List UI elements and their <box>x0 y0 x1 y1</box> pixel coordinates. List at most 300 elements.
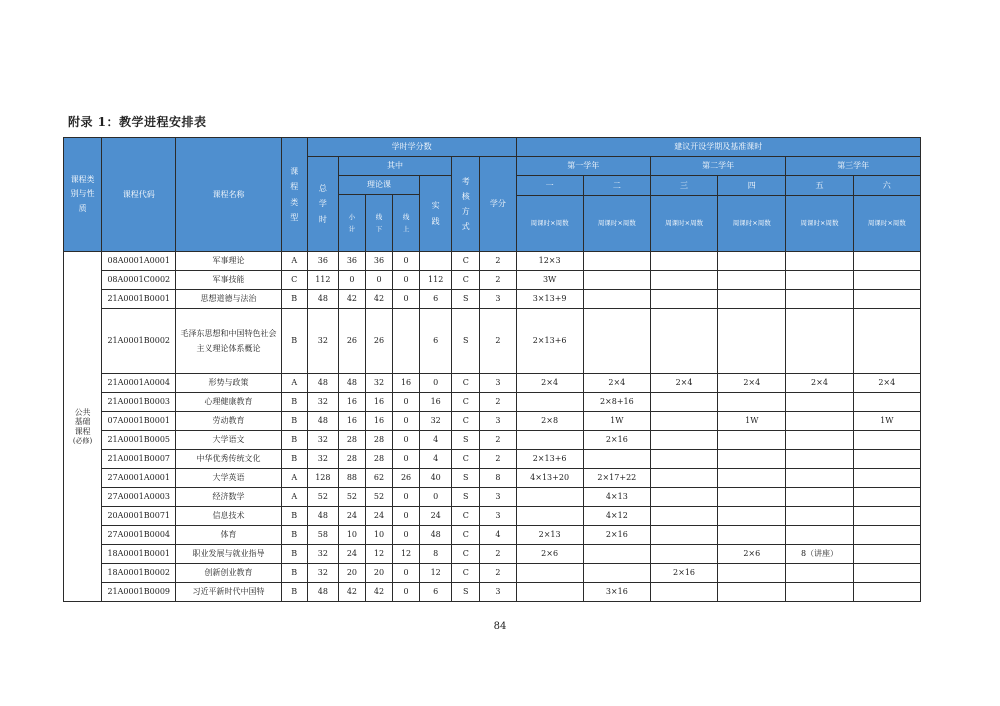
cell-credit: 2 <box>480 393 516 412</box>
cell-assess: S <box>452 583 480 602</box>
cell-off: 0 <box>365 271 392 290</box>
cell-t4: 1W <box>718 412 786 431</box>
cell-t4 <box>718 309 786 374</box>
cell-total: 32 <box>307 564 338 583</box>
cell-t1 <box>516 507 583 526</box>
cell-sub: 48 <box>338 374 365 393</box>
cell-off: 10 <box>365 526 392 545</box>
cell-t5 <box>786 309 853 374</box>
cell-off: 28 <box>365 431 392 450</box>
table-row <box>64 507 921 526</box>
cell-off: 26 <box>365 309 392 374</box>
col-header-name: 课程名称 <box>176 138 281 252</box>
cell-sub: 88 <box>338 469 365 488</box>
cell-type: B <box>281 564 307 583</box>
cell-sub: 24 <box>338 507 365 526</box>
cell-type: B <box>281 583 307 602</box>
cell-sub: 16 <box>338 412 365 431</box>
table-row <box>64 290 921 309</box>
cell-code: 07A0001B0001 <box>102 412 176 431</box>
cell-t2 <box>583 309 650 374</box>
cell-code: 21A0001B0009 <box>102 583 176 602</box>
cell-t5 <box>786 412 853 431</box>
cell-code: 21A0001A0004 <box>102 374 176 393</box>
cell-t5 <box>786 507 853 526</box>
cell-on: 12 <box>393 545 420 564</box>
cell-t3 <box>650 526 717 545</box>
table-row <box>64 545 921 564</box>
cell-code: 08A0001C0002 <box>102 271 176 290</box>
cell-name: 劳动教育 <box>176 412 281 431</box>
cell-off: 52 <box>365 488 392 507</box>
cell-prac: 24 <box>420 507 452 526</box>
col-header-hours-group: 学时学分数 <box>307 138 516 157</box>
table-row <box>64 450 921 469</box>
cell-name: 中华优秀传统文化 <box>176 450 281 469</box>
cell-prac: 112 <box>420 271 452 290</box>
cell-t1 <box>516 583 583 602</box>
term-3-unit: 周课时×周数 <box>650 196 717 252</box>
cell-prac: 6 <box>420 583 452 602</box>
cell-name: 经济数学 <box>176 488 281 507</box>
cell-t6 <box>853 507 920 526</box>
cell-t2: 3×16 <box>583 583 650 602</box>
cell-code: 21A0001B0003 <box>102 393 176 412</box>
cell-t1 <box>516 393 583 412</box>
cell-total: 48 <box>307 507 338 526</box>
col-header-type: 课程类型 <box>281 138 307 252</box>
cell-sub: 36 <box>338 252 365 271</box>
cell-sub: 28 <box>338 431 365 450</box>
cell-t2 <box>583 252 650 271</box>
cell-code: 27A0001A0001 <box>102 469 176 488</box>
cell-t1: 3W <box>516 271 583 290</box>
cell-t5 <box>786 526 853 545</box>
cell-t4: 2×4 <box>718 374 786 393</box>
teaching-plan-table <box>63 137 921 602</box>
cell-t4 <box>718 393 786 412</box>
category-line2: 基础 <box>74 417 91 427</box>
col-header-theory: 理论课 <box>338 176 419 195</box>
cell-type: A <box>281 374 307 393</box>
cell-t3 <box>650 583 717 602</box>
cell-t1: 2×13+6 <box>516 309 583 374</box>
cell-t2 <box>583 564 650 583</box>
table-row <box>64 309 921 374</box>
cell-assess: C <box>452 545 480 564</box>
cell-t3 <box>650 393 717 412</box>
cell-off: 36 <box>365 252 392 271</box>
cell-t2: 4×13 <box>583 488 650 507</box>
cell-name: 体育 <box>176 526 281 545</box>
cell-off: 42 <box>365 583 392 602</box>
cell-t1: 2×6 <box>516 545 583 564</box>
cell-t4 <box>718 526 786 545</box>
cell-assess: C <box>452 412 480 431</box>
cell-prac: 12 <box>420 564 452 583</box>
cell-name: 思想道德与法治 <box>176 290 281 309</box>
cell-type: B <box>281 507 307 526</box>
cell-type: A <box>281 488 307 507</box>
table-row <box>64 431 921 450</box>
cell-credit: 2 <box>480 431 516 450</box>
table-row <box>64 488 921 507</box>
col-header-offline: 线下 <box>365 195 392 252</box>
cell-t3 <box>650 488 717 507</box>
cell-name: 形势与政策 <box>176 374 281 393</box>
cell-off: 42 <box>365 290 392 309</box>
col-header-practice: 实践 <box>420 176 452 252</box>
col-header-schedule-group: 建议开设学期及基准课时 <box>516 138 921 157</box>
cell-name: 职业发展与就业指导 <box>176 545 281 564</box>
cell-total: 36 <box>307 252 338 271</box>
cell-name: 军事技能 <box>176 271 281 290</box>
cell-off: 12 <box>365 545 392 564</box>
cell-credit: 2 <box>480 252 516 271</box>
cell-sub: 20 <box>338 564 365 583</box>
cell-prac <box>420 252 452 271</box>
cell-total: 52 <box>307 488 338 507</box>
cell-t5 <box>786 583 853 602</box>
cell-prac: 6 <box>420 290 452 309</box>
cell-assess: S <box>452 488 480 507</box>
cell-code: 21A0001B0002 <box>102 309 176 374</box>
cell-t3 <box>650 507 717 526</box>
term-5-header: 五 <box>786 176 853 196</box>
cell-sub: 42 <box>338 583 365 602</box>
cell-credit: 2 <box>480 545 516 564</box>
cell-name: 习近平新时代中国特 <box>176 583 281 602</box>
cell-assess: S <box>452 290 480 309</box>
cell-on: 16 <box>393 374 420 393</box>
col-header-online: 线上 <box>393 195 420 252</box>
cell-t2: 2×16 <box>583 431 650 450</box>
cell-t4 <box>718 583 786 602</box>
cell-t6 <box>853 252 920 271</box>
table-row <box>64 469 921 488</box>
cell-total: 48 <box>307 583 338 602</box>
cell-t1: 12×3 <box>516 252 583 271</box>
cell-on: 0 <box>393 290 420 309</box>
table-row <box>64 393 921 412</box>
table-caption: 附录 1：教学进程安排表 <box>68 115 207 129</box>
cell-total: 48 <box>307 290 338 309</box>
term-1-unit: 周课时×周数 <box>516 196 583 252</box>
cell-off: 16 <box>365 412 392 431</box>
cell-name: 创新创业教育 <box>176 564 281 583</box>
category-note: (必修) <box>72 436 93 445</box>
cell-t1: 2×13 <box>516 526 583 545</box>
cell-t3: 2×4 <box>650 374 717 393</box>
cell-assess: S <box>452 309 480 374</box>
cell-prac: 4 <box>420 431 452 450</box>
cell-t6: 1W <box>853 412 920 431</box>
term-5-unit: 周课时×周数 <box>786 196 853 252</box>
col-header-subtotal: 小计 <box>338 195 365 252</box>
cell-type: B <box>281 526 307 545</box>
cell-assess: C <box>452 526 480 545</box>
cell-type: C <box>281 271 307 290</box>
cell-type: B <box>281 393 307 412</box>
col-header-assess: 考核方式 <box>452 157 480 252</box>
cell-t4 <box>718 488 786 507</box>
term-2-unit: 周课时×周数 <box>583 196 650 252</box>
cell-code: 20A0001B0071 <box>102 507 176 526</box>
table-row <box>64 412 921 431</box>
cell-total: 32 <box>307 393 338 412</box>
cell-on: 26 <box>393 469 420 488</box>
cell-t3 <box>650 290 717 309</box>
cell-t3: 2×16 <box>650 564 717 583</box>
cell-credit: 3 <box>480 290 516 309</box>
term-4-unit: 周课时×周数 <box>718 196 786 252</box>
cell-t4 <box>718 450 786 469</box>
cell-prac: 4 <box>420 450 452 469</box>
cell-total: 32 <box>307 545 338 564</box>
cell-credit: 3 <box>480 583 516 602</box>
cell-t1: 3×13+9 <box>516 290 583 309</box>
cell-t6 <box>853 309 920 374</box>
cell-on: 0 <box>393 507 420 526</box>
cell-t1: 2×13+6 <box>516 450 583 469</box>
cell-assess: C <box>452 271 480 290</box>
cell-assess: S <box>452 431 480 450</box>
cell-prac: 32 <box>420 412 452 431</box>
cell-sub: 28 <box>338 450 365 469</box>
cell-name: 大学语文 <box>176 431 281 450</box>
cell-t6 <box>853 583 920 602</box>
cell-credit: 2 <box>480 564 516 583</box>
cell-t6 <box>853 469 920 488</box>
cell-t2: 4×12 <box>583 507 650 526</box>
cell-t2: 2×16 <box>583 526 650 545</box>
cell-t6: 2×4 <box>853 374 920 393</box>
table-row <box>64 252 921 271</box>
cell-t6 <box>853 450 920 469</box>
cell-t6 <box>853 290 920 309</box>
cell-t4 <box>718 271 786 290</box>
cell-t1: 2×4 <box>516 374 583 393</box>
term-3-header: 三 <box>650 176 717 196</box>
cell-t1 <box>516 488 583 507</box>
cell-on: 0 <box>393 583 420 602</box>
term-6-unit: 周课时×周数 <box>853 196 920 252</box>
cell-t6 <box>853 271 920 290</box>
table-row <box>64 271 921 290</box>
cell-code: 08A0001A0001 <box>102 252 176 271</box>
cell-t5 <box>786 564 853 583</box>
cell-assess: C <box>452 252 480 271</box>
cell-prac: 8 <box>420 545 452 564</box>
cell-total: 32 <box>307 309 338 374</box>
cell-credit: 2 <box>480 271 516 290</box>
cell-type: B <box>281 450 307 469</box>
cell-t1 <box>516 564 583 583</box>
cell-t3 <box>650 271 717 290</box>
cell-code: 18A0001B0001 <box>102 545 176 564</box>
cell-code: 21A0001B0001 <box>102 290 176 309</box>
cell-t5 <box>786 469 853 488</box>
cell-t2 <box>583 290 650 309</box>
cell-off: 24 <box>365 507 392 526</box>
cell-total: 32 <box>307 431 338 450</box>
cell-on: 0 <box>393 271 420 290</box>
cell-credit: 2 <box>480 309 516 374</box>
cell-total: 32 <box>307 450 338 469</box>
cell-total: 48 <box>307 374 338 393</box>
cell-credit: 3 <box>480 374 516 393</box>
cell-t2: 1W <box>583 412 650 431</box>
cell-sub: 0 <box>338 271 365 290</box>
cell-t5 <box>786 450 853 469</box>
cell-t5 <box>786 393 853 412</box>
cell-t6 <box>853 545 920 564</box>
cell-t2 <box>583 271 650 290</box>
cell-t4 <box>718 290 786 309</box>
cell-type: B <box>281 545 307 564</box>
category-cell <box>64 252 102 602</box>
cell-t5 <box>786 290 853 309</box>
cell-t4 <box>718 469 786 488</box>
cell-on <box>393 309 420 374</box>
cell-t1: 2×8 <box>516 412 583 431</box>
cell-prac: 0 <box>420 374 452 393</box>
cell-prac: 0 <box>420 488 452 507</box>
cell-t3 <box>650 412 717 431</box>
col-header-of-which: 其中 <box>338 157 451 176</box>
cell-type: B <box>281 290 307 309</box>
term-1-header: 一 <box>516 176 583 196</box>
cell-sub: 52 <box>338 488 365 507</box>
cell-sub: 16 <box>338 393 365 412</box>
cell-t5 <box>786 488 853 507</box>
cell-name: 军事理论 <box>176 252 281 271</box>
cell-t6 <box>853 564 920 583</box>
year-1-header: 第一学年 <box>516 157 650 176</box>
cell-total: 112 <box>307 271 338 290</box>
cell-assess: C <box>452 374 480 393</box>
cell-credit: 8 <box>480 469 516 488</box>
cell-assess: C <box>452 393 480 412</box>
cell-credit: 3 <box>480 412 516 431</box>
cell-total: 58 <box>307 526 338 545</box>
cell-on: 0 <box>393 564 420 583</box>
cell-on: 0 <box>393 450 420 469</box>
cell-type: B <box>281 412 307 431</box>
cell-t6 <box>853 393 920 412</box>
cell-t2: 2×8+16 <box>583 393 650 412</box>
cell-t5 <box>786 431 853 450</box>
cell-off: 28 <box>365 450 392 469</box>
cell-t2 <box>583 545 650 564</box>
cell-sub: 26 <box>338 309 365 374</box>
term-4-header: 四 <box>718 176 786 196</box>
cell-type: A <box>281 252 307 271</box>
cell-credit: 2 <box>480 450 516 469</box>
term-6-header: 六 <box>853 176 920 196</box>
cell-prac: 48 <box>420 526 452 545</box>
cell-name: 信息技术 <box>176 507 281 526</box>
cell-sub: 10 <box>338 526 365 545</box>
col-header-category: 课程类别与性质 <box>64 138 102 252</box>
cell-t4 <box>718 507 786 526</box>
cell-t6 <box>853 488 920 507</box>
cell-t1: 4×13+20 <box>516 469 583 488</box>
cell-assess: C <box>452 564 480 583</box>
category-line1: 公共 <box>74 408 91 418</box>
cell-t2: 2×4 <box>583 374 650 393</box>
cell-code: 18A0001B0002 <box>102 564 176 583</box>
cell-t3 <box>650 450 717 469</box>
cell-credit: 3 <box>480 507 516 526</box>
term-2-header: 二 <box>583 176 650 196</box>
cell-on: 0 <box>393 252 420 271</box>
cell-prac: 40 <box>420 469 452 488</box>
cell-t1 <box>516 431 583 450</box>
cell-assess: C <box>452 507 480 526</box>
cell-t5 <box>786 271 853 290</box>
cell-t3 <box>650 252 717 271</box>
cell-t6 <box>853 526 920 545</box>
cell-total: 128 <box>307 469 338 488</box>
year-2-header: 第二学年 <box>650 157 785 176</box>
cell-t4 <box>718 252 786 271</box>
cell-assess: S <box>452 469 480 488</box>
category-line3: 课程 <box>74 426 91 436</box>
cell-type: B <box>281 309 307 374</box>
cell-prac: 6 <box>420 309 452 374</box>
cell-t3 <box>650 545 717 564</box>
cell-prac: 16 <box>420 393 452 412</box>
cell-type: A <box>281 469 307 488</box>
cell-on: 0 <box>393 431 420 450</box>
page-number: 84 <box>493 621 507 632</box>
cell-on: 0 <box>393 526 420 545</box>
cell-t2 <box>583 450 650 469</box>
cell-on: 0 <box>393 412 420 431</box>
cell-on: 0 <box>393 488 420 507</box>
cell-t3 <box>650 431 717 450</box>
cell-off: 32 <box>365 374 392 393</box>
cell-code: 21A0001B0007 <box>102 450 176 469</box>
cell-t5 <box>786 252 853 271</box>
col-header-total: 总学时 <box>307 157 338 252</box>
year-3-header: 第三学年 <box>786 157 921 176</box>
table-row <box>64 526 921 545</box>
cell-type: B <box>281 431 307 450</box>
table-row <box>64 564 921 583</box>
cell-name: 毛泽东思想和中国特色社会主义理论体系概论 <box>176 309 281 374</box>
cell-t3 <box>650 309 717 374</box>
cell-t5: 8（讲座） <box>786 545 853 564</box>
cell-off: 16 <box>365 393 392 412</box>
cell-t5: 2×4 <box>786 374 853 393</box>
cell-sub: 42 <box>338 290 365 309</box>
cell-t3 <box>650 469 717 488</box>
cell-credit: 4 <box>480 526 516 545</box>
cell-total: 48 <box>307 412 338 431</box>
cell-t4 <box>718 431 786 450</box>
cell-t4 <box>718 564 786 583</box>
table-row <box>64 583 921 602</box>
cell-code: 27A0001B0004 <box>102 526 176 545</box>
cell-t6 <box>853 431 920 450</box>
table-row <box>64 374 921 393</box>
cell-t4: 2×6 <box>718 545 786 564</box>
cell-name: 心理健康教育 <box>176 393 281 412</box>
col-header-code: 课程代码 <box>102 138 176 252</box>
cell-assess: C <box>452 450 480 469</box>
